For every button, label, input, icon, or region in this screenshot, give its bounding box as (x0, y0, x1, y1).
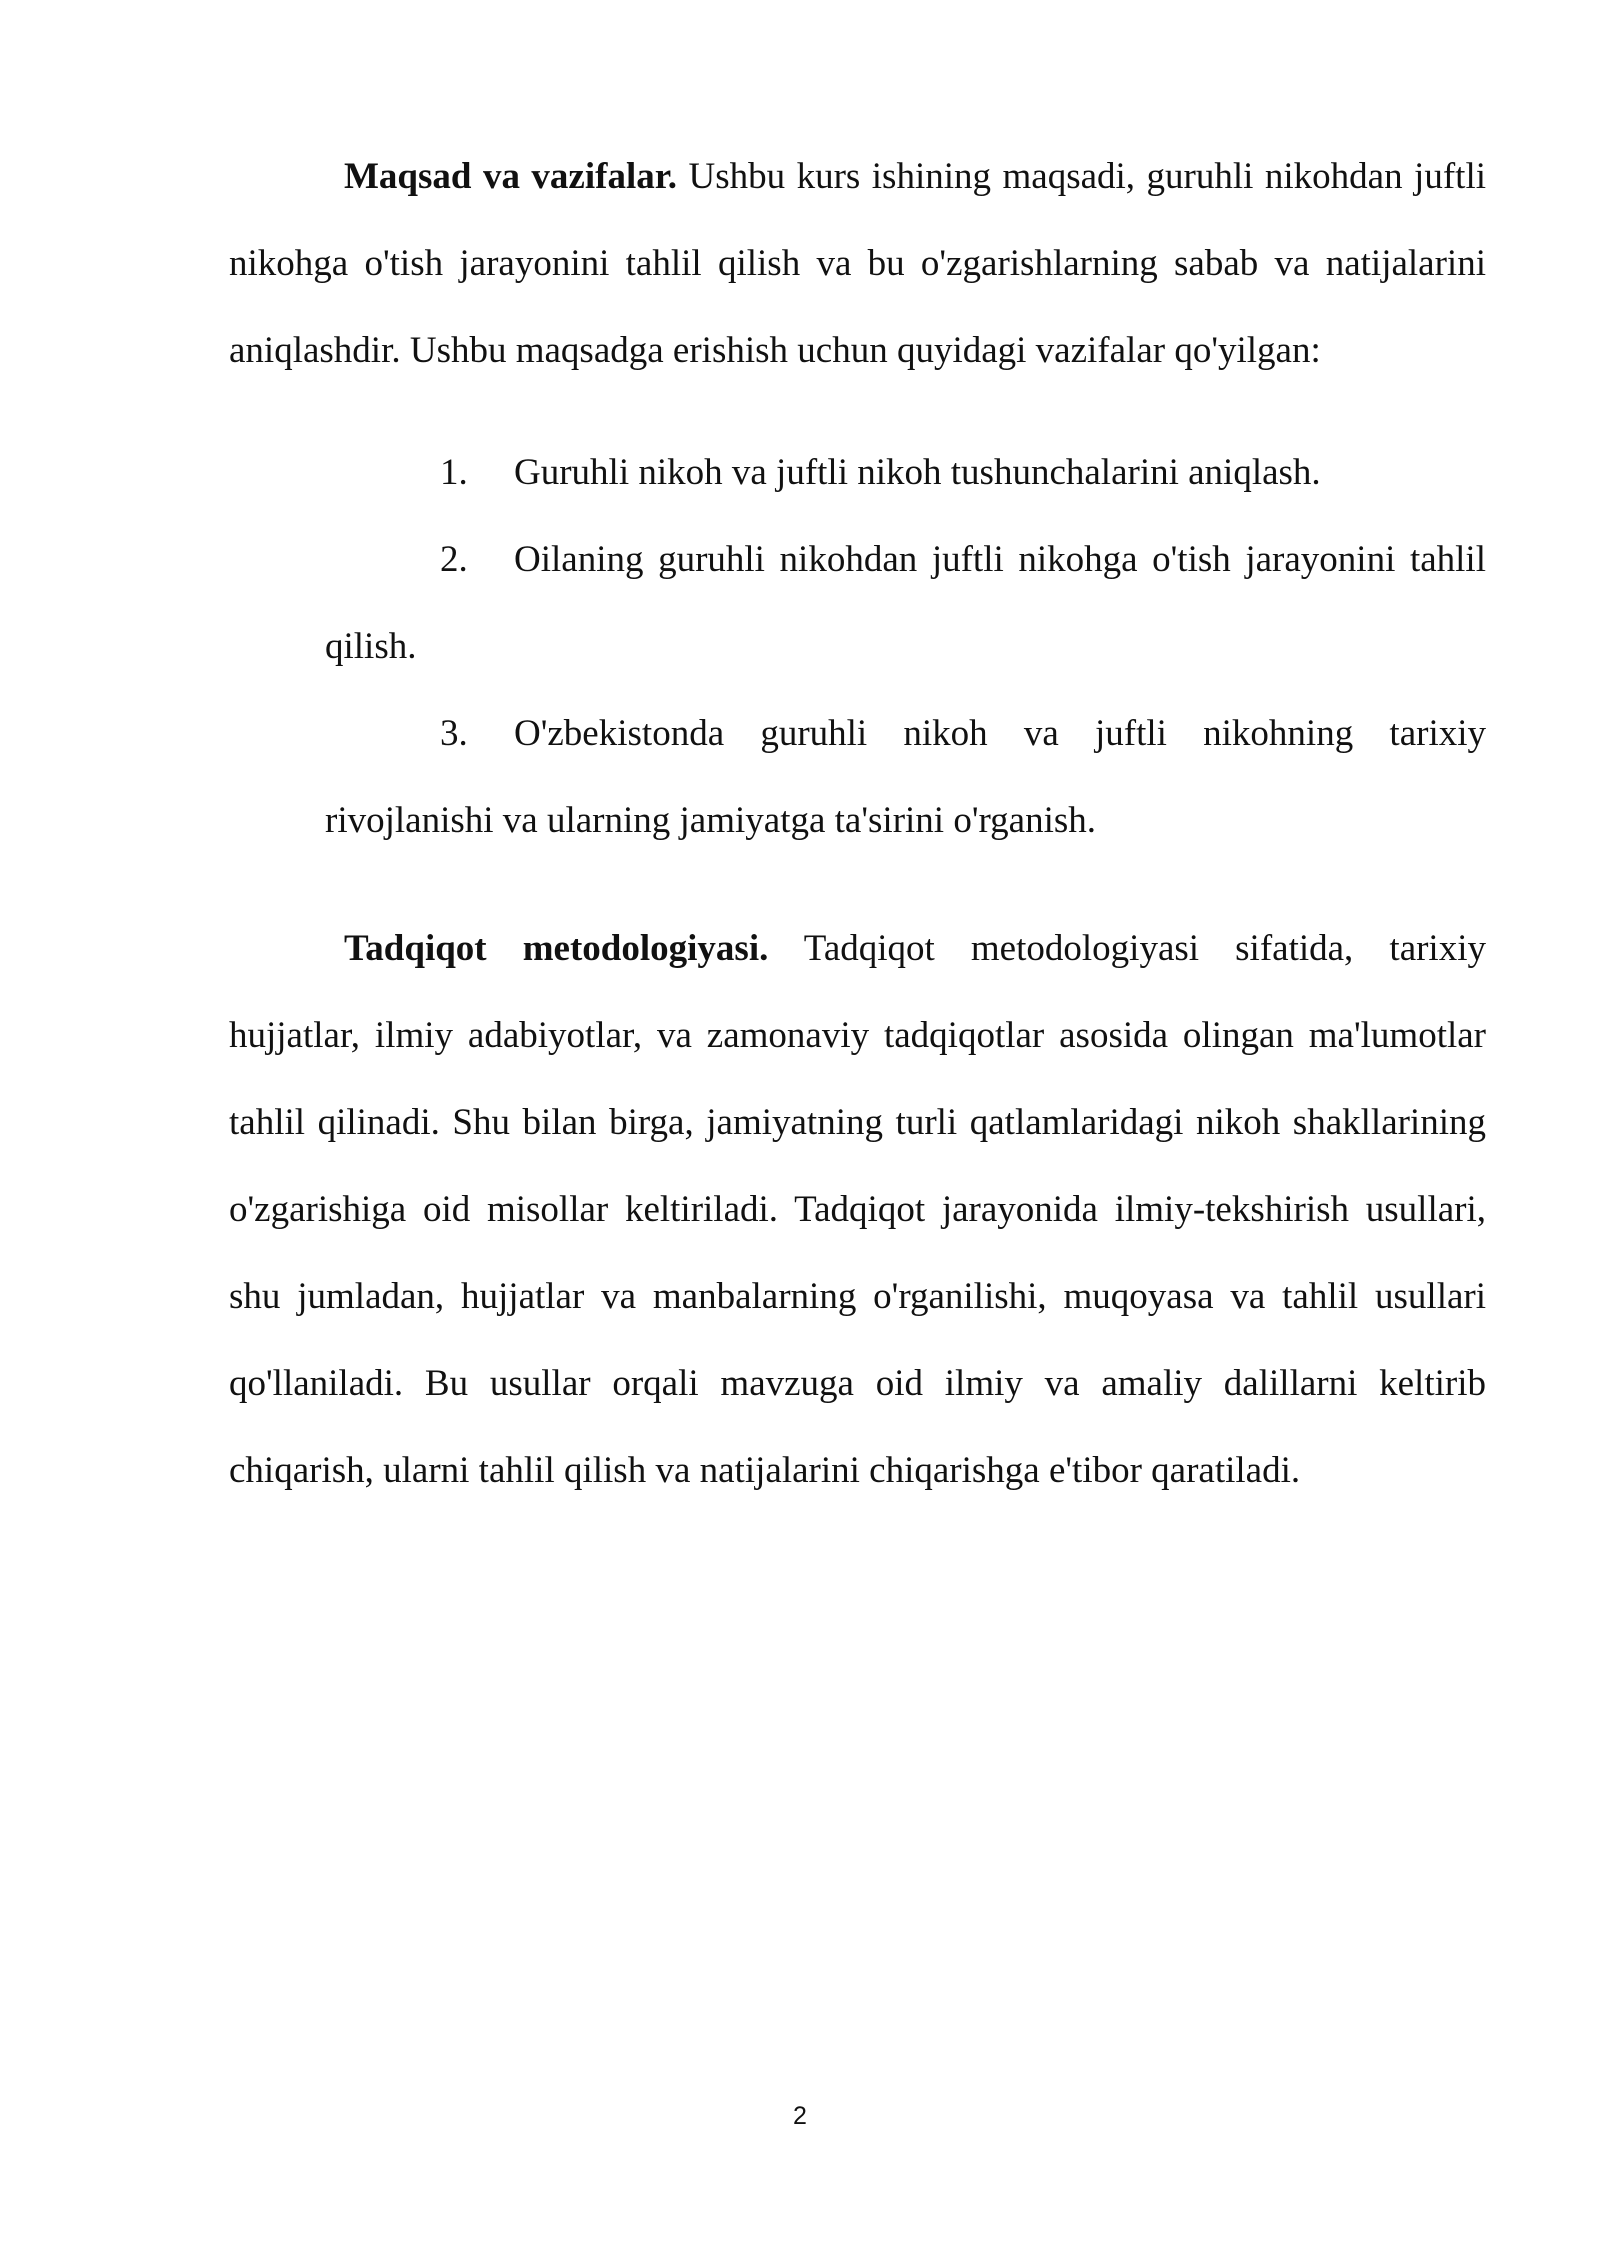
list-item-number: 3. (440, 713, 468, 754)
methodology-section (229, 905, 1486, 1514)
purpose-text: Ushbu kurs ishining maqsadi, guruhli nikohdan juftli nikohga o'tish jarayonini tahlil qilish va bu o'zgarishlarning sabab va natijalarini aniqlashdir. Ushbu maqsadga erishish uchun quyidagi vazifalar qo'yilgan: (229, 156, 1486, 371)
methodology-heading: Tadqiqot metodologiyasi. (344, 928, 769, 969)
list-item-number: 2. (440, 539, 468, 580)
purpose-paragraph (229, 133, 1486, 394)
methodology-paragraph (229, 905, 1486, 1514)
list-item-text: Guruhli nikoh va juftli nikoh tushunchalarini aniqlash. (514, 452, 1321, 493)
list-item-text: O'zbekistonda guruhli nikoh va juftli nikohning tarixiy rivojlanishi va ularning jamiyatga ta'sirini o'rganish. (325, 713, 1486, 841)
list-item (325, 429, 1486, 516)
list-item-number: 1. (440, 452, 468, 493)
list-item (325, 690, 1486, 864)
list-item (325, 516, 1486, 690)
page-number: 2 (793, 2102, 807, 2130)
list-item-text: Oilaning guruhli nikohdan juftli nikohga o'tish jarayonini tahlil qilish. (325, 539, 1486, 667)
purpose-section (229, 133, 1486, 394)
methodology-text: Tadqiqot metodologiyasi sifatida, tarixiy hujjatlar, ilmiy adabiyotlar, va zamonaviy tadqiqotlar asosida olingan ma'lumotlar tahlil qilinadi. Shu bilan birga, jamiyatning turli qatlamlaridagi nikoh shakllarining o'zgarishiga oid misollar keltiriladi. Tadqiqot jarayonida ilmiy-tekshirish usullari, shu jumladan, hujjatlar va manbalarning o'rganilishi, muqoyasa va tahlil usullari qo'llaniladi. Bu usullar orqali mavzuga oid ilmiy va amaliy dalillarni keltirib chiqarish, ularni tahlil qilish va natijalarini chiqarishga e'tibor qaratiladi. (229, 928, 1486, 1491)
tasks-list (325, 429, 1486, 864)
purpose-heading: Maqsad va vazifalar. (344, 156, 678, 197)
